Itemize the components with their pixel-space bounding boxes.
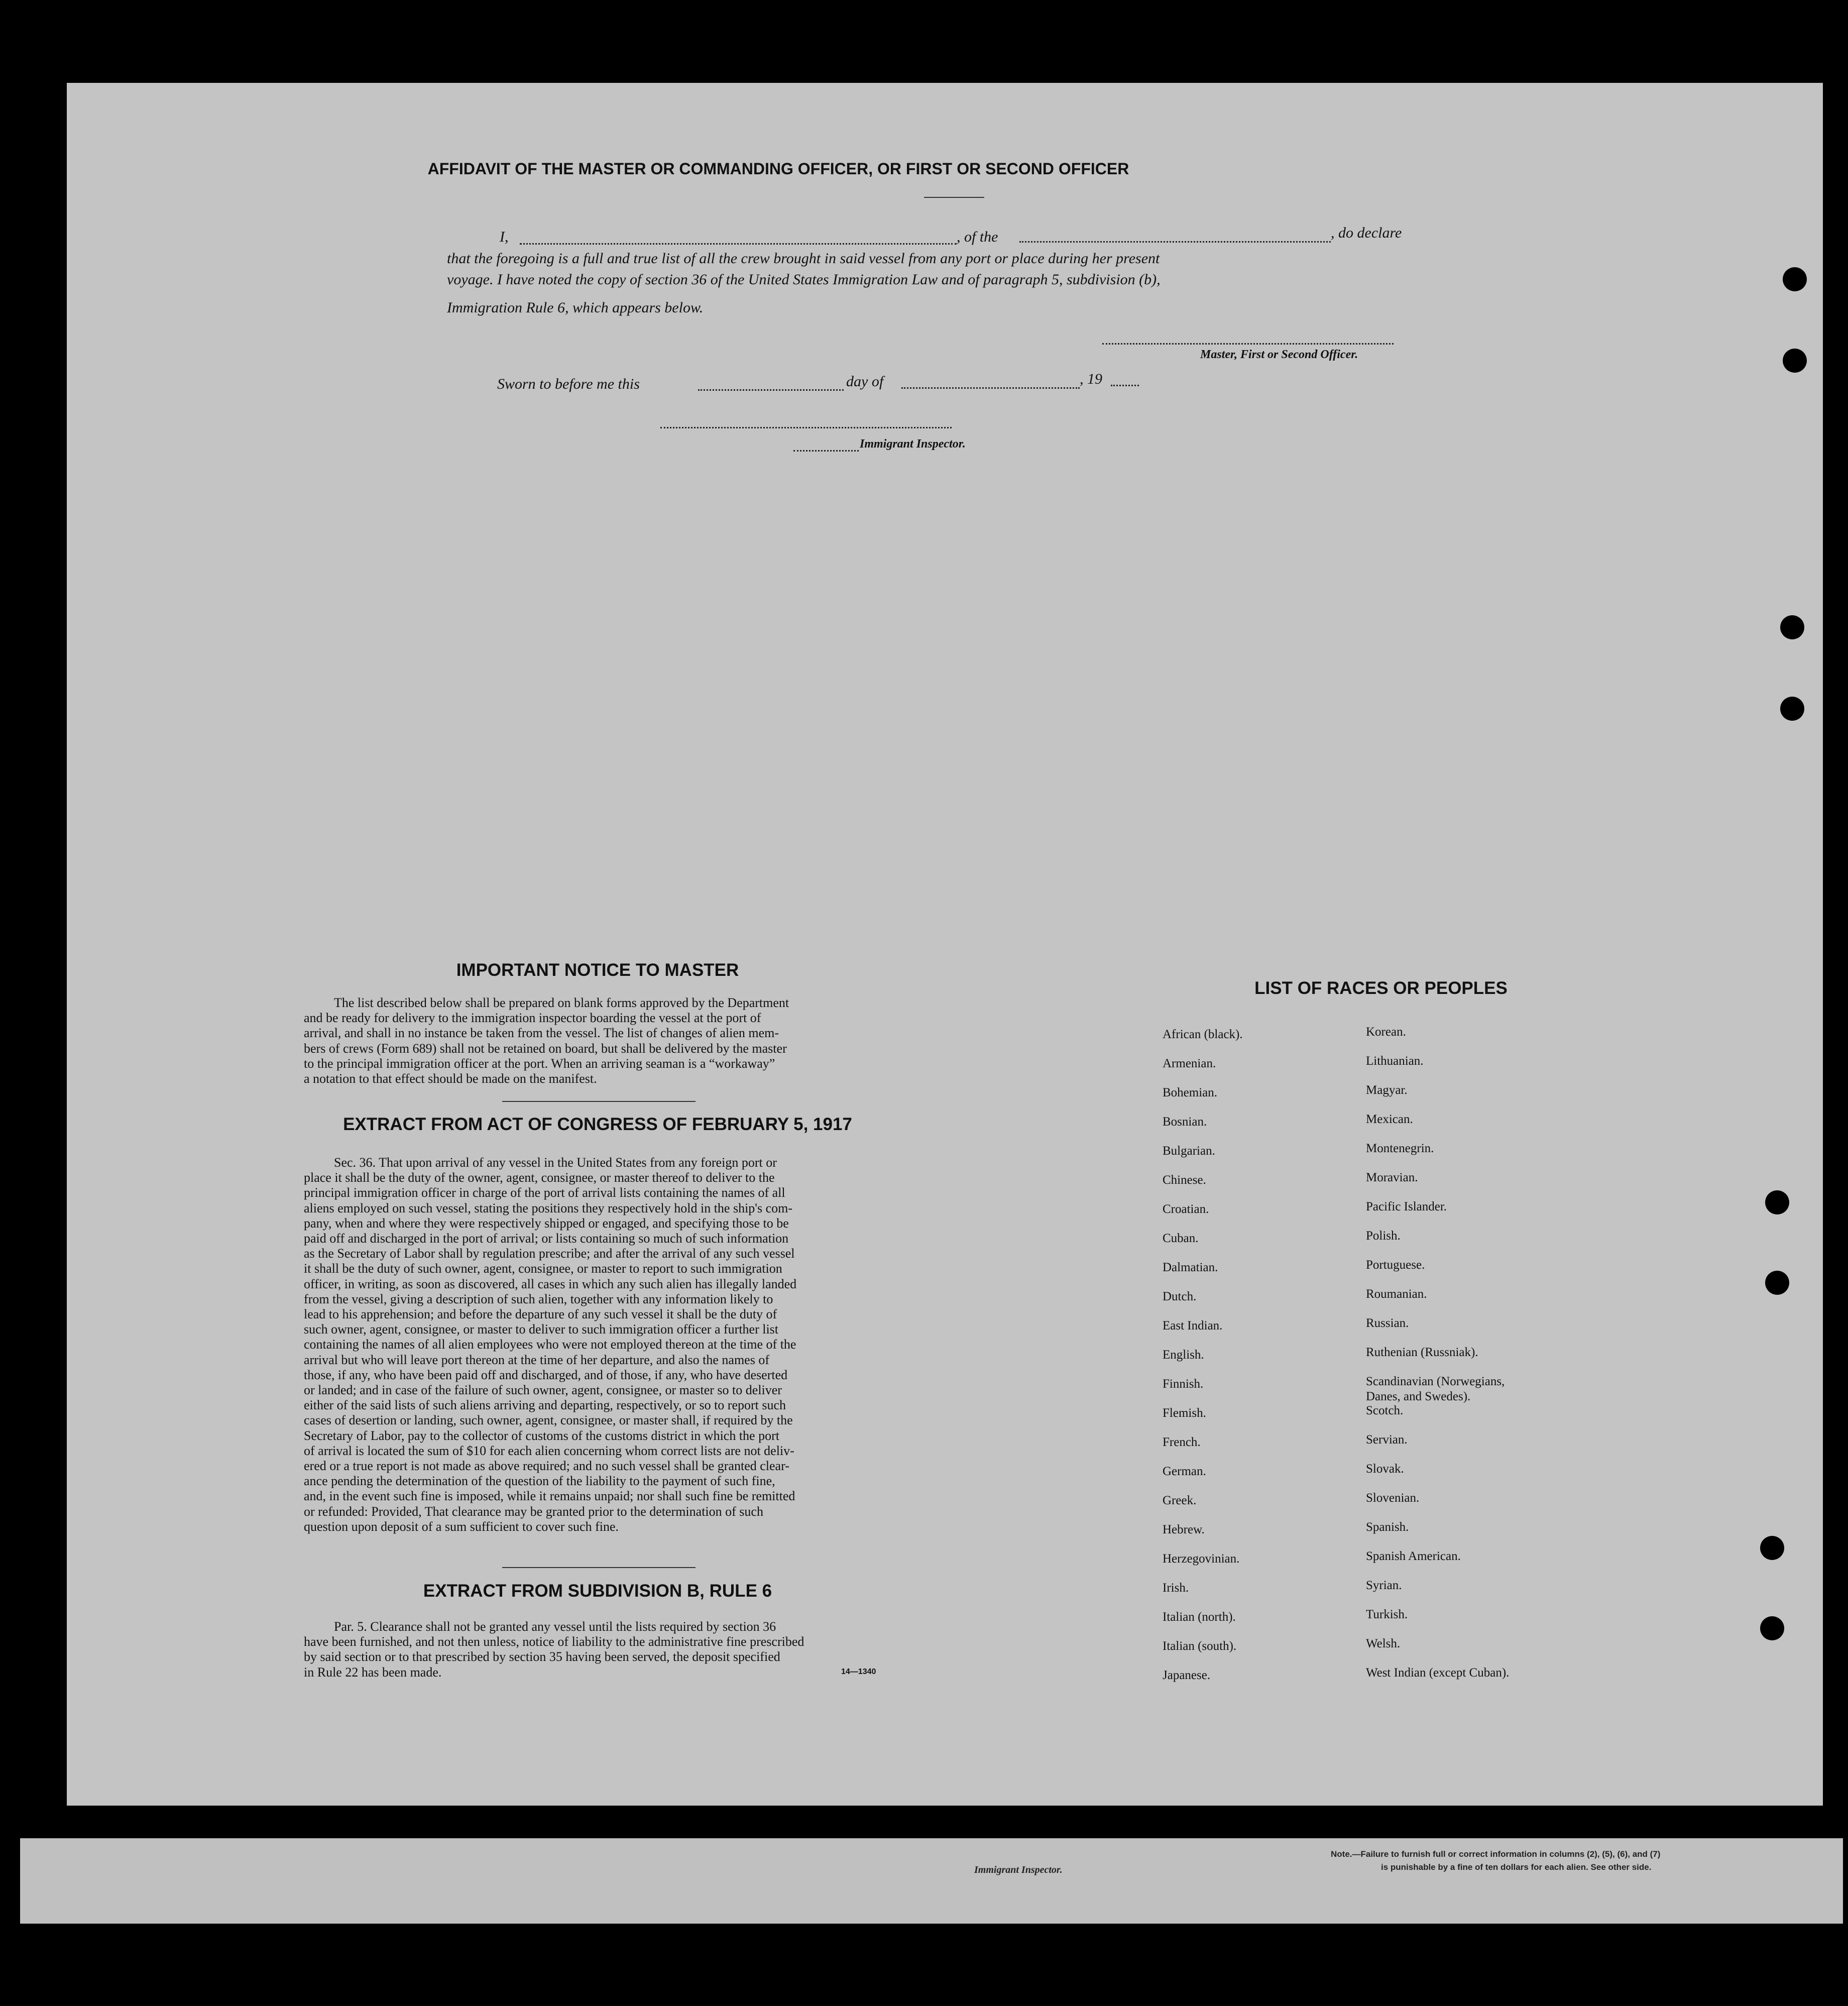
act-line: from the vessel, giving a description of such alien, together with any information likely to xyxy=(304,1291,773,1306)
race-item: Ruthenian (Russniak). xyxy=(1366,1346,1478,1359)
rule6-title: EXTRACT FROM SUBDIVISION B, RULE 6 xyxy=(423,1581,772,1601)
race-item: East Indian. xyxy=(1163,1319,1223,1332)
act-line: and, in the event such fine is imposed, while it remains unpaid; nor shall such fine be remitted xyxy=(304,1489,795,1504)
binder-hole xyxy=(1783,267,1807,291)
act-line: of arrival is located the sum of $10 for each alien concerning whom correct lists are not deliv- xyxy=(304,1443,794,1458)
inspector-signature-line xyxy=(660,427,952,428)
binder-hole xyxy=(1780,697,1804,721)
act-line: ered or a true report is not made as above required; and no such vessel shall be granted clear- xyxy=(304,1459,789,1474)
binder-hole xyxy=(1765,1271,1789,1295)
form-page xyxy=(67,83,1823,1806)
notice-line: The list described below shall be prepared on blank forms approved by the Department xyxy=(334,995,789,1010)
race-item: Flemish. xyxy=(1163,1406,1206,1420)
act-line: it shall be the duty of such owner, agent, consignee, or master to report to such immigration xyxy=(304,1261,782,1276)
divider xyxy=(502,1101,696,1102)
race-item: Magyar. xyxy=(1366,1083,1408,1097)
binder-hole xyxy=(1760,1536,1784,1560)
year-blank xyxy=(1111,385,1139,386)
binder-hole xyxy=(1760,1616,1784,1640)
inspector-prefix-blank xyxy=(793,450,859,452)
act-line: principal immigration officer in charge of the port of arrival lists containing the names of all xyxy=(304,1185,785,1200)
strip-note-line1: Note.—Failure to furnish full or correct information in columns (2), (5), (6), and (7) xyxy=(1331,1849,1661,1859)
race-item: German. xyxy=(1163,1465,1206,1478)
race-item: Italian (south). xyxy=(1163,1639,1237,1653)
act-line: officer, in writing, as soon as discovered, all cases in which any such alien has illegally landed xyxy=(304,1276,797,1291)
vessel-blank xyxy=(1019,241,1331,243)
act-line: those, if any, who have been paid off and discharged, and of those, if any, who have deserted xyxy=(304,1367,788,1382)
races-column-2 xyxy=(1366,1025,1509,1695)
race-item: English. xyxy=(1163,1348,1204,1362)
race-item: Spanish. xyxy=(1366,1520,1409,1534)
act-line: such owner, agent, consignee, or master to deliver to such immigration officer a further list xyxy=(304,1322,779,1337)
act-line: question upon deposit of a sum sufficient to cover such fine. xyxy=(304,1519,619,1534)
act-line: paid off and discharged in the port of arrival; or lists containing so much of such information xyxy=(304,1231,789,1246)
day-of-label: day of xyxy=(846,373,884,390)
rule6-line: Par. 5. Clearance shall not be granted any vessel until the lists required by section 36 xyxy=(334,1619,776,1634)
affidavit-declare: , do declare xyxy=(1331,225,1402,241)
rule6-body xyxy=(304,1619,891,1680)
race-item: Pacific Islander. xyxy=(1366,1200,1447,1213)
act-line: containing the names of all alien employees who were not employed thereon at the time of the xyxy=(304,1337,796,1352)
notice-body xyxy=(304,995,891,1086)
race-item: Scotch. xyxy=(1366,1404,1404,1417)
race-item: Armenian. xyxy=(1163,1057,1216,1070)
race-item: Turkish. xyxy=(1366,1608,1408,1621)
race-item: Polish. xyxy=(1366,1229,1401,1243)
race-item: Chinese. xyxy=(1163,1173,1206,1187)
race-item: Korean. xyxy=(1366,1025,1406,1039)
race-item: Scandinavian (Norwegians, Danes, and Swedes). xyxy=(1366,1375,1505,1403)
race-item: Bosnian. xyxy=(1163,1115,1207,1129)
master-signature-label: Master, First or Second Officer. xyxy=(1200,348,1358,361)
race-item: French. xyxy=(1163,1435,1201,1449)
signature-line xyxy=(1102,343,1394,345)
act-line: lead to his apprehension; and before the departure of any such vessel it shall be the duty of xyxy=(304,1307,777,1322)
affidavit-title: AFFIDAVIT OF THE MASTER OR COMMANDING OFFICER, OR FIRST OR SECOND OFFICER xyxy=(427,160,1129,178)
race-item: Finnish. xyxy=(1163,1377,1204,1391)
form-number: 14—1340 xyxy=(841,1667,876,1676)
race-item: Montenegrin. xyxy=(1366,1142,1434,1155)
act-line: ance pending the determination of the question of the liability to the payment of such fine, xyxy=(304,1474,775,1489)
race-item: Bohemian. xyxy=(1163,1086,1218,1099)
act-line: Secretary of Labor, pay to the collector of customs of the customs district in which the port xyxy=(304,1428,779,1443)
notice-line: and be ready for delivery to the immigration inspector boarding the vessel at the port of xyxy=(304,1011,761,1026)
race-item: African (black). xyxy=(1163,1028,1243,1041)
divider xyxy=(502,1567,696,1568)
race-item: Lithuanian. xyxy=(1366,1054,1424,1068)
act-line: Sec. 36. That upon arrival of any vessel in the United States from any foreign port or xyxy=(334,1155,777,1170)
race-item: Servian. xyxy=(1366,1433,1408,1446)
race-item: Portuguese. xyxy=(1366,1258,1425,1272)
rule6-line: in Rule 22 has been made. xyxy=(304,1664,442,1680)
binder-hole xyxy=(1780,615,1804,639)
race-item: Herzegovinian. xyxy=(1163,1552,1240,1566)
act-line: cases of desertion or landing, such owner, agent, consignee, or master shall, if required by the xyxy=(304,1413,793,1428)
race-item: Greek. xyxy=(1163,1494,1197,1507)
month-blank xyxy=(901,387,1080,389)
divider xyxy=(924,197,984,198)
act-body xyxy=(304,1155,891,1534)
race-item: Spanish American. xyxy=(1366,1549,1461,1563)
act-line: either of the said lists of such aliens arriving and departing, respectively, or so to report such xyxy=(304,1398,786,1413)
race-item: Dutch. xyxy=(1163,1290,1197,1303)
binder-hole xyxy=(1783,349,1807,373)
race-item: Hebrew. xyxy=(1163,1523,1205,1536)
affidavit-line2: that the foregoing is a full and true list of all the crew brought in said vessel from any port or place during her present xyxy=(447,250,1160,267)
year-label: , 19 xyxy=(1080,371,1102,387)
race-item: Croatian. xyxy=(1163,1202,1209,1216)
act-line: pany, when and where they were respectively shipped or engaged, and specifying those to be xyxy=(304,1215,789,1231)
races-title: LIST OF RACES OR PEOPLES xyxy=(1254,978,1508,998)
race-item: Italian (north). xyxy=(1163,1610,1236,1624)
race-item: Syrian. xyxy=(1366,1579,1402,1592)
sworn-day-blank xyxy=(698,389,844,391)
notice-title: IMPORTANT NOTICE TO MASTER xyxy=(456,960,739,980)
inspector-label: Immigrant Inspector. xyxy=(860,437,966,451)
affidavit-line3: voyage. I have noted the copy of section 36 of the United States Immigration Law and of paragraph 5, subdivision (b), xyxy=(447,271,1161,288)
rule6-line: by said section or to that prescribed by section 35 having been served, the deposit specified xyxy=(304,1649,780,1664)
race-item: Moravian. xyxy=(1366,1171,1418,1184)
race-item: Mexican. xyxy=(1366,1112,1413,1126)
race-item: Japanese. xyxy=(1163,1668,1211,1682)
race-item: Bulgarian. xyxy=(1163,1144,1215,1158)
act-line: or landed; and in case of the failure of such owner, agent, consignee, or master so to deliver xyxy=(304,1383,782,1398)
rule6-line: have been furnished, and not then unless, notice of liability to the administrative fine prescribed xyxy=(304,1634,804,1649)
act-title: EXTRACT FROM ACT OF CONGRESS OF FEBRUARY 5, 1917 xyxy=(343,1115,852,1134)
notice-line: arrival, and shall in no instance be taken from the vessel. The list of changes of alien mem- xyxy=(304,1026,779,1041)
act-line: or refunded: Provided, That clearance may be granted prior to the determination of such xyxy=(304,1504,763,1519)
strip-note-line2: is punishable by a fine of ten dollars for each alien. See other side. xyxy=(1381,1862,1652,1872)
affidavit-i: I, xyxy=(500,229,509,245)
race-item: Irish. xyxy=(1163,1581,1189,1595)
race-item: West Indian (except Cuban). xyxy=(1366,1666,1510,1680)
race-item: Roumanian. xyxy=(1366,1287,1427,1301)
name-blank xyxy=(520,243,957,245)
act-line: aliens employed on such vessel, stating the positions they respectively hold in the ship's com- xyxy=(304,1200,793,1215)
act-line: arrival but who will leave port thereon at the time of her departure, and also the names of xyxy=(304,1352,769,1367)
race-item: Dalmatian. xyxy=(1163,1261,1218,1274)
notice-line: a notation to that effect should be made on the manifest. xyxy=(304,1071,597,1086)
act-line: place it shall be the duty of the owner, agent, consignee, or master thereof to deliver to the xyxy=(304,1170,775,1185)
affidavit-of-the: , of the xyxy=(957,229,998,245)
race-item: Slovenian. xyxy=(1366,1491,1420,1505)
notice-line: bers of crews (Form 689) shall not be retained on board, but shall be delivered by the master xyxy=(304,1041,787,1056)
race-item: Russian. xyxy=(1366,1316,1409,1330)
race-item: Slovak. xyxy=(1366,1462,1404,1476)
sworn-label: Sworn to before me this xyxy=(497,376,640,392)
notice-line: to the principal immigration officer at the port. When an arriving seaman is a “workaway” xyxy=(304,1056,775,1071)
affidavit-line4: Immigration Rule 6, which appears below. xyxy=(447,299,704,316)
race-item: Cuban. xyxy=(1163,1232,1199,1245)
act-line: as the Secretary of Labor shall by regulation prescribe; and after the arrival of any such vessel xyxy=(304,1246,795,1261)
race-item: Welsh. xyxy=(1366,1637,1401,1650)
races-column-1 xyxy=(1163,1027,1243,1697)
strip-inspector-label: Immigrant Inspector. xyxy=(974,1864,1063,1875)
binder-hole xyxy=(1765,1190,1789,1214)
